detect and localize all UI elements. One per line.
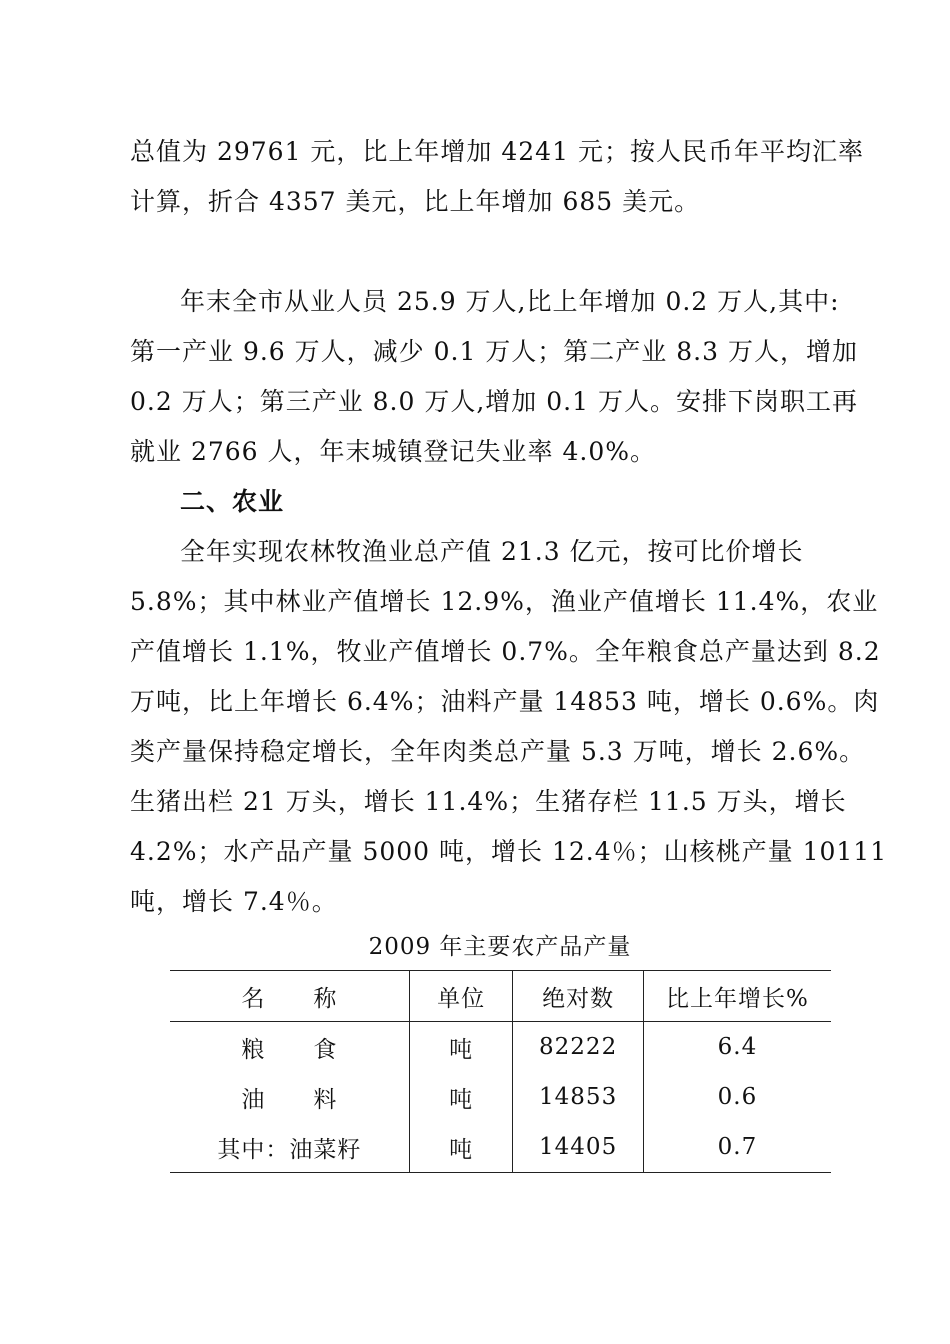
cell-name: 粮 食 [241,1036,338,1063]
paragraph-line: 类产量保持稳定增长，全年肉类总产量 5.3 万吨，增长 2.6%。 [130,737,866,766]
cell-name: 其中：油菜籽 [217,1136,362,1163]
cell-unit: 吨 [409,1122,512,1173]
cell-name: 油 料 [241,1086,338,1113]
paragraph-line: 吨，增长 7.4％。 [130,887,338,916]
cell-absolute: 82222 [513,1022,644,1073]
table-row [170,1122,831,1173]
agri-products-table [170,970,831,1173]
header-unit: 单位 [409,971,512,1022]
paragraph-line: 产值增长 1.1%，牧业产值增长 0.7%。全年粮食总产量达到 8.2 [130,637,881,666]
paragraph-line: 第一产业 9.6 万人，减少 0.1 万人；第二产业 8.3 万人，增加 [130,337,858,366]
paragraph-line: 计算，折合 4357 美元，比上年增加 685 美元。 [130,187,701,216]
section-heading: 二、农业 [180,487,285,516]
paragraph-line: 总值为 29761 元，比上年增加 4241 元；按人民币年平均汇率 [130,137,864,166]
paragraph-line: 就业 2766 人，年末城镇登记失业率 4.0%。 [130,437,656,466]
cell-growth: 0.6 [643,1072,831,1122]
table-row [170,1022,831,1073]
header-name: 名 称 [241,985,338,1012]
table-header-row [170,971,831,1022]
paragraph-line: 万吨，比上年增长 6.4%；油料产量 14853 吨，增长 0.6%。肉 [130,687,880,716]
table-row [170,1072,831,1122]
cell-absolute: 14405 [513,1122,644,1173]
cell-growth: 0.7 [643,1122,831,1173]
table-title: 2009 年主要农产品产量 [368,934,632,960]
cell-absolute: 14853 [513,1072,644,1122]
paragraph-line: 生猪出栏 21 万头，增长 11.4%；生猪存栏 11.5 万头，增长 [130,787,847,816]
paragraph-line: 5.8%；其中林业产值增长 12.9%，渔业产值增长 11.4%，农业 [130,587,879,616]
paragraph-line: 年末全市从业人员 25.9 万人,比上年增加 0.2 万人,其中: [180,287,840,316]
header-growth: 比上年增长% [643,971,831,1022]
cell-growth: 6.4 [643,1022,831,1073]
paragraph-line: 0.2 万人；第三产业 8.0 万人,增加 0.1 万人。安排下岗职工再 [130,387,858,416]
header-absolute: 绝对数 [513,971,644,1022]
paragraph-line: 全年实现农林牧渔业总产值 21.3 亿元，按可比价增长 [180,537,804,566]
cell-unit: 吨 [409,1022,512,1073]
paragraph-line: 4.2%；水产品产量 5000 吨，增长 12.4％；山核桃产量 10111 [130,837,888,866]
cell-unit: 吨 [409,1072,512,1122]
